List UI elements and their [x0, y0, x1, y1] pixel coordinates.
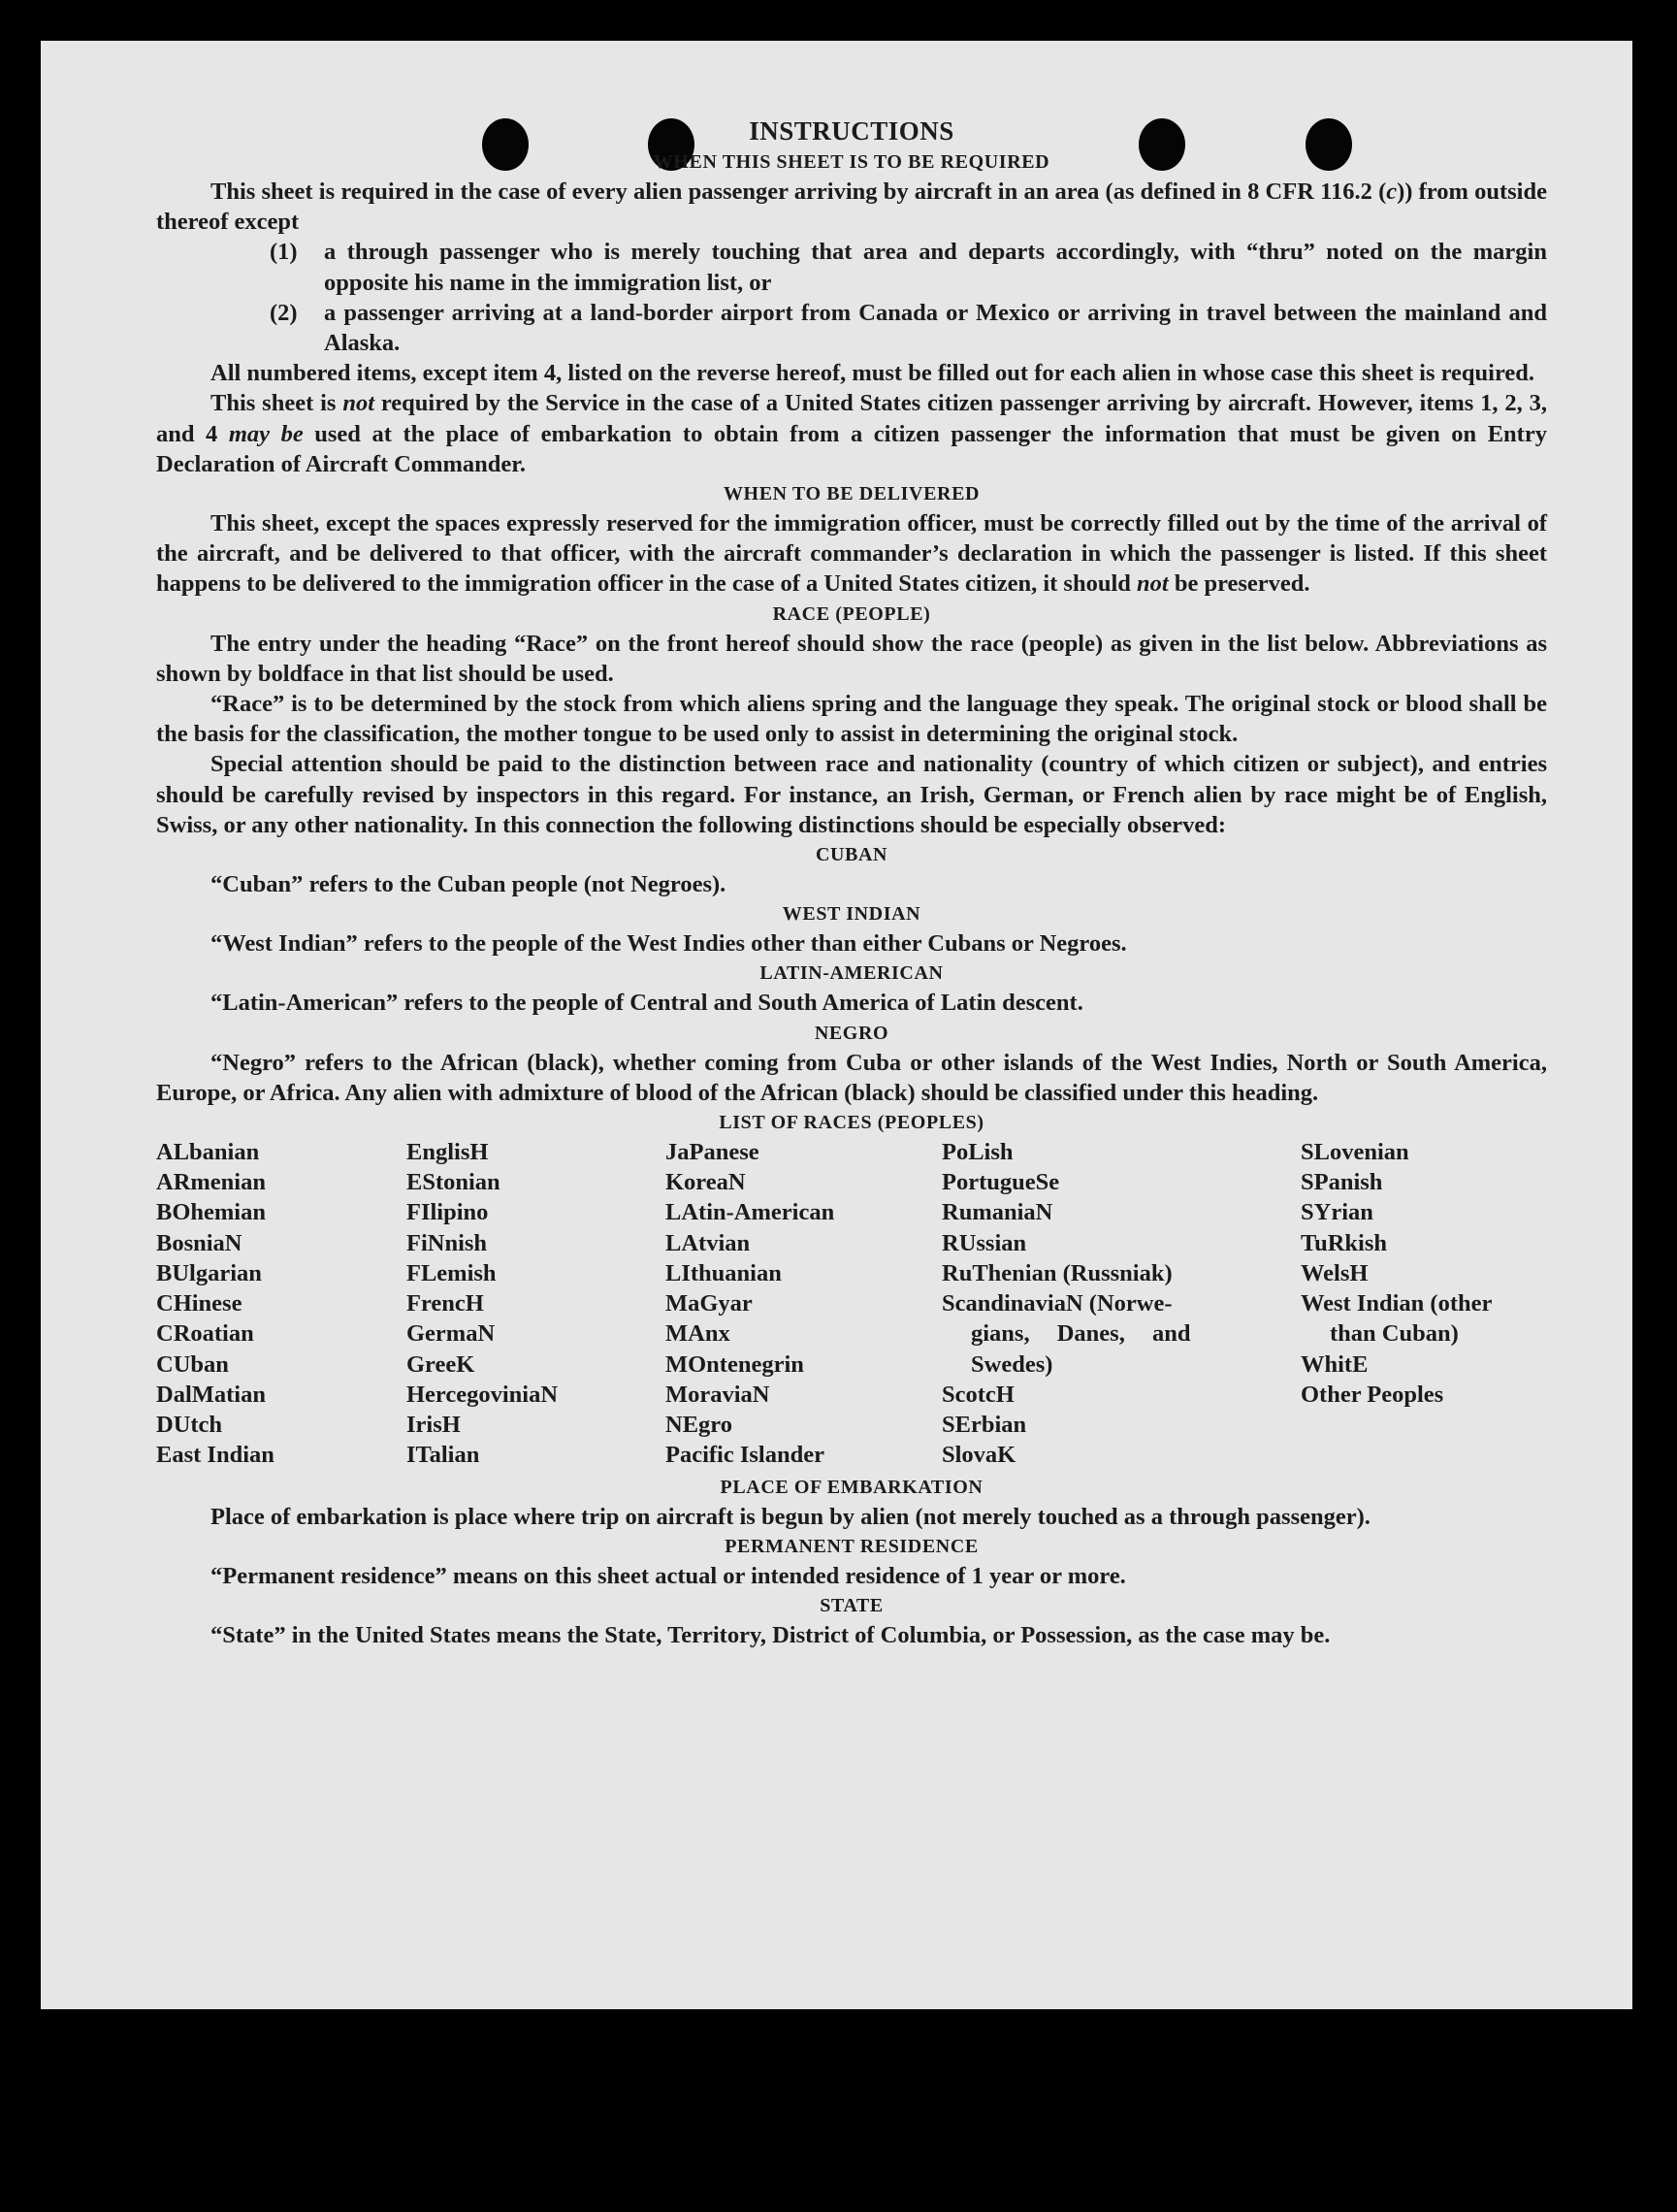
race-entry: JaPanese	[665, 1139, 759, 1166]
race-entry: FIlipino	[406, 1199, 489, 1226]
text-run: “Permanent residence” means on this sheet actual or intended residence of 1 year or more.	[210, 1563, 1126, 1590]
race-entry: FiNnish	[406, 1229, 488, 1256]
section-heading: PLACE OF EMBARKATION	[720, 1477, 984, 1499]
section-heading: LIST OF RACES (PEOPLES)	[719, 1112, 984, 1134]
section-heading: LATIN-AMERICAN	[759, 962, 944, 985]
race-entry: LAtvian	[665, 1229, 751, 1256]
race-column	[942, 1137, 1190, 1470]
item-number: (1)	[270, 239, 298, 266]
text-run: The entry under the heading “Race” on the front hereof should show the race (people) as given in the list below. Abbreviations as shown by boldface in that list should be used.	[156, 630, 1547, 687]
text-run: “Negro” refers to the African (black), whether coming from Cuba or other islands of the West Indies, North or South America, Europe, or Africa. Any alien with admixture of blood of the African (black) should be classified under this heading.	[156, 1049, 1547, 1106]
section-heading: CUBAN	[815, 844, 888, 866]
text-run: “Latin-American” refers to the people of Central and South America of Latin descent.	[210, 990, 1083, 1017]
instructions-content	[156, 114, 1547, 1651]
paragraph	[156, 689, 1547, 749]
race-entry: FrencH	[406, 1290, 484, 1317]
race-entry: MoraviaN	[665, 1381, 770, 1408]
paragraph	[156, 869, 1547, 899]
numbered-item	[156, 237, 1547, 297]
paragraph	[156, 177, 1547, 237]
section-heading: WEST INDIAN	[782, 903, 921, 926]
race-entry: SlovaK	[942, 1442, 1016, 1469]
race-entry: RuThenian (Russniak)	[942, 1259, 1173, 1286]
emphasis-text: not	[1137, 570, 1169, 598]
race-entry-line: ScandinaviaN (Norwe-	[942, 1290, 1173, 1317]
text-run: Special attention should be paid to the distinction between race and nationality (country of which citizen or subject), and entries should be carefully revised by inspectors in this regard. For instance, an Irish, German, or French alien by race might be of English, Swiss, or any other nationality. In this connection the following distinctions should be especially observed:	[156, 751, 1547, 838]
paragraph	[156, 358, 1547, 388]
race-entry: IrisH	[406, 1411, 461, 1438]
race-entry: CHinese	[156, 1290, 242, 1317]
page-title: INSTRUCTIONS	[749, 116, 954, 146]
race-entry: TuRkish	[1301, 1229, 1388, 1256]
race-entry: ALbanian	[156, 1139, 260, 1166]
text-run: used at the place of embarkation to obtain from a citizen passenger the information that must be given on Entry Declaration of Aircraft Commander.	[156, 420, 1547, 477]
text-run: a passenger arriving at a land-border airport from Canada or Mexico or arriving in travel between the mainland and Alaska.	[324, 299, 1547, 357]
race-entry: NEgro	[665, 1411, 732, 1438]
race-entry: DUtch	[156, 1411, 223, 1438]
paragraph	[156, 1620, 1547, 1650]
race-entry: MOntenegrin	[665, 1350, 804, 1378]
race-entry: EnglisH	[406, 1139, 489, 1166]
emphasis-text: c	[1386, 179, 1398, 205]
race-column	[1301, 1137, 1492, 1410]
race-entry: PortugueSe	[942, 1169, 1060, 1196]
text-run: Place of embarkation is place where trip on aircraft is begun by alien (not merely touched as a through passenger).	[210, 1504, 1371, 1531]
race-entry: CUban	[156, 1350, 229, 1378]
race-entry: SErbian	[942, 1411, 1027, 1438]
race-entry	[1301, 1288, 1492, 1349]
emphasis-text: not	[342, 390, 374, 417]
section-heading: PERMANENT RESIDENCE	[725, 1536, 979, 1558]
race-entry: GreeK	[406, 1350, 475, 1378]
race-entry-line: Swedes)	[971, 1350, 1053, 1378]
race-entry: East Indian	[156, 1442, 274, 1469]
text-run: “West Indian” refers to the people of the West Indies other than either Cubans or Negroes.	[210, 930, 1127, 958]
item-text	[324, 298, 1547, 358]
race-entry: HercegoviniaN	[406, 1381, 559, 1408]
section-heading: RACE (PEOPLE)	[772, 602, 931, 625]
text-run: “Race” is to be determined by the stock from which aliens spring and the language they speak. The original stock or blood shall be the basis for the classification, the mother tongue to be used only to assist in determining the original stock.	[156, 691, 1547, 748]
race-entry: FLemish	[406, 1259, 497, 1286]
emphasis-text: may be	[228, 420, 304, 447]
section-heading: NEGRO	[814, 1022, 889, 1044]
paragraph	[156, 928, 1547, 959]
item-number: (2)	[270, 299, 298, 326]
numbered-item	[156, 298, 1547, 358]
paragraph	[156, 1561, 1547, 1591]
race-column	[156, 1137, 274, 1470]
race-entry: Other Peoples	[1301, 1381, 1444, 1408]
race-entry: WelsH	[1301, 1259, 1369, 1286]
race-entry-line: than Cuban)	[1330, 1320, 1459, 1348]
race-entry: Pacific Islander	[665, 1442, 824, 1469]
paragraph	[156, 629, 1547, 689]
text-run: a through passenger who is merely touching that area and departs accordingly, with “thru” noted on the margin opposite his name in the immigration list, or	[324, 239, 1547, 296]
text-run: All numbered items, except item 4, listed on the reverse hereof, must be filled out for each alien in whose case this sheet is required.	[210, 360, 1535, 387]
paragraph	[156, 1048, 1547, 1108]
race-entry: LIthuanian	[665, 1259, 782, 1286]
race-entry: BosniaN	[156, 1229, 242, 1256]
race-entry: WhitE	[1301, 1350, 1369, 1378]
race-entry-line: West Indian (other	[1301, 1290, 1493, 1317]
item-text	[324, 237, 1547, 297]
race-column	[665, 1137, 834, 1470]
race-entry: KoreaN	[665, 1169, 746, 1196]
race-list	[156, 1137, 1547, 1473]
race-entry: SLovenian	[1301, 1139, 1409, 1166]
section-heading: STATE	[820, 1595, 884, 1617]
race-entry: BOhemian	[156, 1199, 266, 1226]
text-run: required by the Service in the case of a United States citizen passenger arriving by aircraft. However, items 1, 2, 3, and 4	[156, 390, 1548, 447]
text-run: be preserved.	[1168, 570, 1310, 598]
paragraph	[156, 749, 1547, 840]
race-entry: ITalian	[406, 1442, 480, 1469]
race-entry: SYrian	[1301, 1199, 1373, 1226]
text-run: )) from outside thereof except	[156, 179, 1547, 236]
text-run: This sheet is	[210, 390, 343, 417]
race-entry: PoLish	[942, 1139, 1014, 1166]
race-column	[406, 1137, 558, 1470]
text-run: “State” in the United States means the State, Territory, District of Columbia, or Possession, as the case may be.	[210, 1622, 1331, 1649]
race-entry: SPanish	[1301, 1169, 1383, 1196]
race-entry: MaGyar	[665, 1290, 753, 1317]
text-run: “Cuban” refers to the Cuban people (not Negroes).	[210, 871, 726, 898]
race-entry: DalMatian	[156, 1381, 266, 1408]
race-entry: RumaniaN	[942, 1199, 1053, 1226]
paragraph	[156, 1502, 1547, 1532]
race-entry-line: gians, Danes, and	[971, 1320, 1191, 1348]
text-run: This sheet is required in the case of every alien passenger arriving by aircraft in an area (as defined in 8 CFR 116.2 (	[210, 179, 1387, 205]
race-entry: BUlgarian	[156, 1259, 262, 1286]
section-heading: WHEN THIS SHEET IS TO BE REQUIRED	[653, 151, 1050, 173]
race-entry: GermaN	[406, 1320, 496, 1348]
race-entry: CRoatian	[156, 1320, 254, 1348]
race-entry: LAtin-American	[665, 1199, 835, 1226]
race-entry: MAnx	[665, 1320, 730, 1348]
paragraph	[156, 508, 1547, 600]
race-entry	[942, 1288, 1190, 1380]
race-entry: EStonian	[406, 1169, 500, 1196]
race-entry: RUssian	[942, 1229, 1027, 1256]
paragraph	[156, 988, 1547, 1018]
section-heading: WHEN TO BE DELIVERED	[723, 483, 981, 505]
paragraph	[156, 388, 1547, 479]
race-entry: ScotcH	[942, 1381, 1015, 1408]
race-entry: ARmenian	[156, 1169, 266, 1196]
text-run: This sheet, except the spaces expressly reserved for the immigration officer, must be correctly filled out by the time of the arrival of the aircraft, and be delivered to that officer, with the aircraft commander’s declaration in which the passenger is listed. If this sheet happens to be delivered to the immigration officer in the case of a United States citizen, it should	[156, 510, 1547, 598]
